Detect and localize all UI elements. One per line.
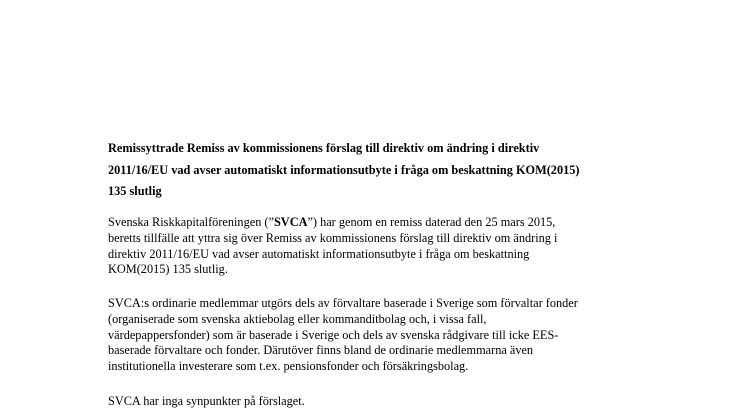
document-title (108, 138, 668, 203)
members-paragraph (108, 296, 668, 375)
title-line: Remissyttrade Remiss av kommissionens förslag till direktiv om ändring i direktiv (108, 141, 540, 155)
paragraph-line: (organiserade som svenska aktiebolag eller kommanditbolag och, i vissa fall, (108, 311, 487, 326)
paragraph-line: värdepappersfonder) som är baserade i Sverige och dels av svenska rådgivare till icke EES- (108, 327, 559, 342)
conclusion-paragraph: SVCA har inga synpunkter på förslaget. (108, 394, 305, 408)
title-line: 135 slutlig (108, 184, 162, 198)
paragraph-line: KOM(2015) 135 slutlig. (108, 262, 228, 277)
paragraph-line: SVCA:s ordinarie medlemmar utgörs dels av förvaltare baserade i Sverige som förvaltar fonder (108, 296, 578, 310)
paragraph-line: baserade förvaltare och fonder. Därutöver finns bland de ordinarie medlemmarna även (108, 343, 534, 358)
text-run: ”) har genom en remiss daterad den 25 mars 2015, (307, 215, 556, 229)
intro-paragraph (108, 215, 668, 278)
text-run: Svenska Riskkapitalföreningen (” (108, 215, 274, 229)
title-line: 2011/16/EU vad avser automatiskt informationsutbyte i fråga om beskattning KOM(2015) (108, 162, 580, 177)
paragraph-line: beretts tillfälle att yttra sig över Remiss av kommissionens förslag till direktiv om ändring i (108, 230, 558, 245)
svca-abbreviation: SVCA (273, 215, 308, 229)
paragraph-line: institutionella investerare som t.ex. pensionsfonder och försäkringsbolag. (108, 359, 469, 374)
paragraph-line: direktiv 2011/16/EU vad avser automatiskt informationsutbyte i fråga om beskattning (108, 246, 530, 261)
paragraph-line (108, 215, 668, 231)
